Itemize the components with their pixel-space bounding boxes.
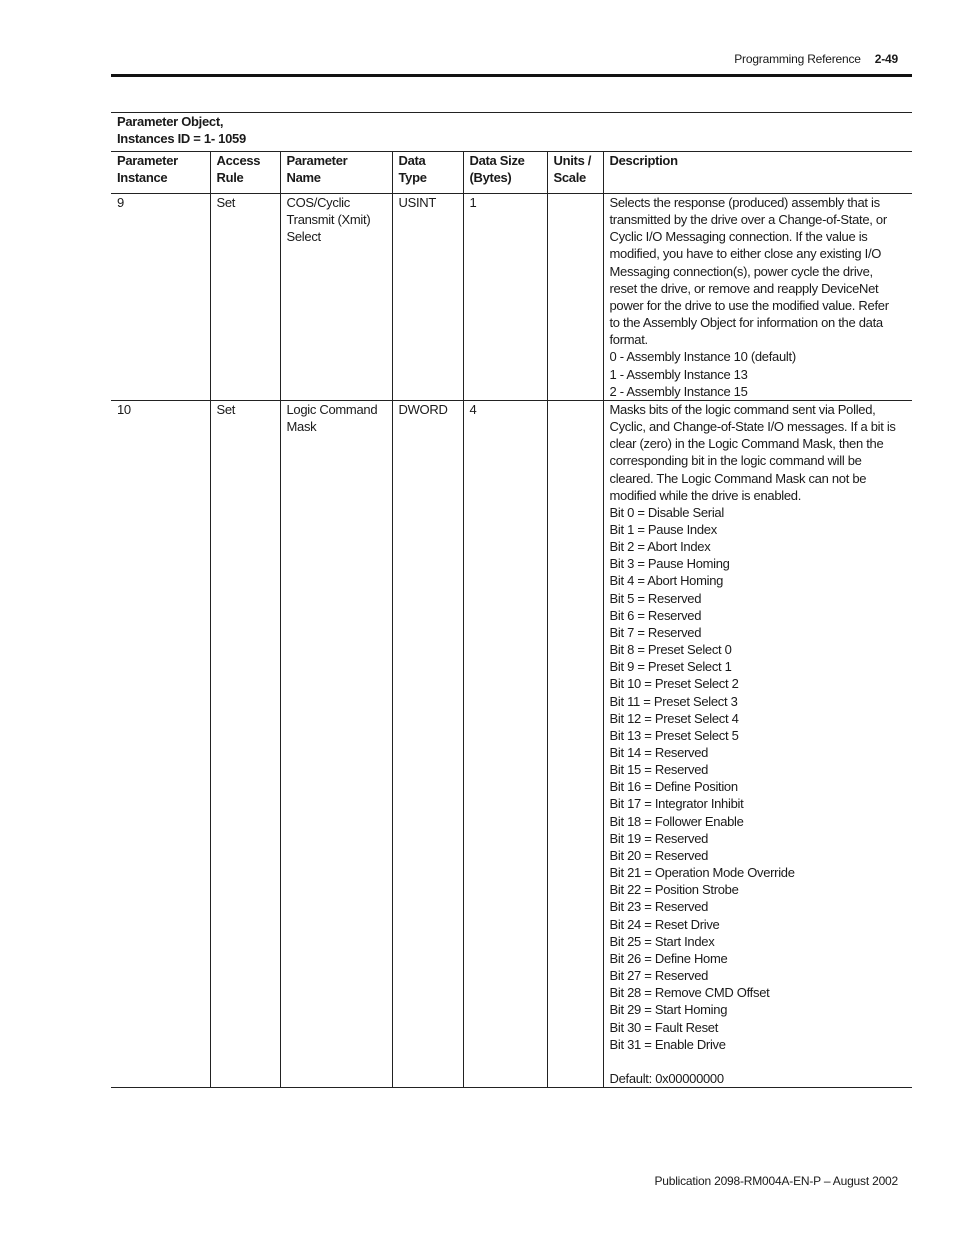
header-line: Units / xyxy=(553,153,592,168)
access-cell: Set xyxy=(210,400,280,1087)
column-header-access xyxy=(210,152,280,194)
description-line: Bit 22 = Position Strobe xyxy=(609,882,739,898)
description-line: Bit 18 = Follower Enable xyxy=(609,813,744,829)
table-row xyxy=(111,400,912,1087)
description-line: Bit 8 = Preset Select 0 xyxy=(609,642,732,658)
name-line: Select xyxy=(286,229,321,245)
description-line: Bit 20 = Reserved xyxy=(609,847,709,863)
description-line: Bit 24 = Reset Drive xyxy=(609,916,720,932)
header-line: Access xyxy=(216,153,261,168)
header-line: Data xyxy=(398,153,426,168)
header-rule xyxy=(111,74,912,77)
name-line: Logic Command xyxy=(286,401,378,417)
description-cell xyxy=(603,194,912,401)
instance-cell: 9 xyxy=(111,194,210,401)
name-line: Mask xyxy=(286,419,317,435)
description-line: Bit 27 = Reserved xyxy=(609,968,709,984)
description-line: to the Assembly Object for information on the data xyxy=(609,315,883,331)
description-line: cleared. The Logic Command Mask can not be xyxy=(609,470,867,486)
name-line: Transmit (Xmit) xyxy=(286,212,371,228)
description-line: Bit 1 = Pause Index xyxy=(609,521,717,537)
units-cell xyxy=(547,194,603,401)
type-cell: USINT xyxy=(392,194,463,401)
column-header-name xyxy=(280,152,392,194)
size-cell: 1 xyxy=(463,194,547,401)
description-line: Bit 15 = Reserved xyxy=(609,762,709,778)
type-cell: DWORD xyxy=(392,400,463,1087)
description-line xyxy=(610,1053,907,1070)
instance-cell: 10 xyxy=(111,400,210,1087)
description-line: power for the drive to use the modified value. Refer xyxy=(609,297,889,313)
description-line: 1 - Assembly Instance 13 xyxy=(609,366,748,382)
table-caption-row xyxy=(111,113,912,152)
description-line: Bit 3 = Pause Homing xyxy=(609,556,730,572)
header-line: Data Size xyxy=(469,153,525,168)
name-line: COS/Cyclic xyxy=(286,195,350,210)
description-line: Selects the response (produced) assembly that is xyxy=(609,195,880,210)
description-line: Bit 7 = Reserved xyxy=(609,624,702,640)
description-line: transmitted by the drive over a Change-of-State, or xyxy=(609,212,887,228)
table-caption xyxy=(111,113,912,152)
description-line: Bit 31 = Enable Drive xyxy=(609,1036,726,1052)
access-cell: Set xyxy=(210,194,280,401)
size-cell: 4 xyxy=(463,400,547,1087)
description-line: Bit 25 = Start Index xyxy=(609,933,715,949)
caption-line-1: Parameter Object, xyxy=(117,114,224,129)
description-line: Bit 17 = Integrator Inhibit xyxy=(609,796,744,812)
description-line: reset the drive, or remove and reapply DeviceNet xyxy=(609,280,879,296)
description-line: Bit 0 = Disable Serial xyxy=(609,504,724,520)
description-line: Bit 14 = Reserved xyxy=(609,745,709,760)
header-line: Description xyxy=(609,153,678,168)
page-number: 2-49 xyxy=(874,52,898,66)
description-line: Bit 16 = Define Position xyxy=(609,779,738,795)
description-line: modified while the drive is enabled. xyxy=(609,487,802,503)
description-line: corresponding bit in the logic command will be xyxy=(609,453,862,469)
description-line: Bit 13 = Preset Select 5 xyxy=(609,727,739,743)
description-line: Bit 29 = Start Homing xyxy=(609,1002,728,1018)
header-line: Type xyxy=(398,170,427,186)
description-line: Bit 21 = Operation Mode Override xyxy=(609,865,795,881)
name-cell xyxy=(280,400,392,1087)
description-line: Default: 0x00000000 xyxy=(609,1070,724,1086)
caption-line-2: Instances ID = 1- 1059 xyxy=(117,131,246,147)
header-line: (Bytes) xyxy=(469,170,512,186)
header-line: Rule xyxy=(216,170,244,186)
parameter-object-table xyxy=(111,112,912,1088)
description-line: Bit 12 = Preset Select 4 xyxy=(609,710,739,726)
section-title: Programming Reference xyxy=(734,52,861,66)
header-line: Instance xyxy=(117,170,168,186)
description-line: 2 - Assembly Instance 15 xyxy=(609,383,748,399)
description-line: Bit 10 = Preset Select 2 xyxy=(609,676,739,692)
description-line: Masks bits of the logic command sent via Polled, xyxy=(609,401,876,417)
description-line: Messaging connection(s), power cycle the drive, xyxy=(609,263,873,279)
description-line: Bit 26 = Define Home xyxy=(609,950,728,966)
publication-footer: Publication 2098-RM004A-EN-P – August 2002 xyxy=(654,1174,898,1188)
units-cell xyxy=(547,400,603,1087)
header-line: Scale xyxy=(553,170,586,186)
column-header-type xyxy=(392,152,463,194)
table-header-row xyxy=(111,152,912,194)
description-line: Bit 5 = Reserved xyxy=(609,590,702,606)
description-cell xyxy=(603,400,912,1087)
header-line: Parameter xyxy=(117,153,178,168)
description-line: Bit 19 = Reserved xyxy=(609,830,709,846)
column-header-units xyxy=(547,152,603,194)
column-header-size xyxy=(463,152,547,194)
column-header-description xyxy=(603,152,912,194)
description-line: Bit 4 = Abort Homing xyxy=(609,573,724,589)
description-line: format. xyxy=(609,332,648,348)
page-header xyxy=(0,52,898,66)
description-line: Bit 2 = Abort Index xyxy=(609,539,711,555)
description-line: clear (zero) in the Logic Command Mask, then the xyxy=(609,436,884,452)
description-line: Bit 9 = Preset Select 1 xyxy=(609,659,732,675)
description-line: modified, you have to either close any existing I/O xyxy=(609,246,882,262)
description-line: 0 - Assembly Instance 10 (default) xyxy=(609,349,796,365)
description-line: Bit 30 = Fault Reset xyxy=(609,1019,719,1035)
header-line: Name xyxy=(286,170,321,186)
description-line: Bit 23 = Reserved xyxy=(609,899,709,915)
description-line: Cyclic, and Change-of-State I/O messages. If a bit is xyxy=(609,419,896,435)
table-row xyxy=(111,194,912,401)
description-line: Bit 28 = Remove CMD Offset xyxy=(609,985,770,1001)
description-line: Bit 11 = Preset Select 3 xyxy=(609,693,738,709)
column-header-instance xyxy=(111,152,210,194)
header-line: Parameter xyxy=(286,153,348,168)
description-line: Cyclic I/O Messaging connection. If the value is xyxy=(609,229,868,245)
name-cell xyxy=(280,194,392,401)
description-line: Bit 6 = Reserved xyxy=(609,607,702,623)
